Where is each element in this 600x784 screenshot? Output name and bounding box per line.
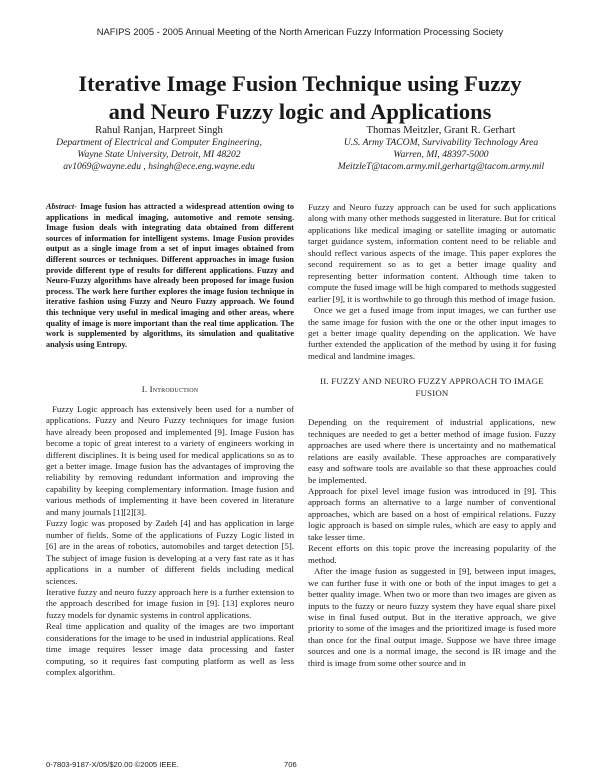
right-paragraph-1: Fuzzy and Neuro fuzzy approach can be used for such applications along with many other methods suggested in literature. But for critical applications like medical imaging or satellite imaging or automatic target guidance system, information content need to be reliable and should reflect various aspects of the image. This paper explores the second requirement so as to get a better image quality and representing better information content. Although time taken to compute the fused image will be high compared to methods suggested earlier [9], it is worthwhile to go through this method of image fusion. <box>308 202 556 304</box>
intro-paragraph-3: Iterative fuzzy and neuro fuzzy approach here is a further extension to the approach described for image fusion in [9]. [13] explores neuro fuzzy models for dynamic systems in control applications. <box>46 587 294 620</box>
right-column <box>308 202 556 669</box>
author-dept-left: Department of Electrical and Computer Engineering, <box>56 137 262 148</box>
section-2-heading <box>308 376 556 399</box>
author-univ-left: Wayne State University, Detroit, MI 48202 <box>77 149 241 160</box>
abstract-label: Abstract- <box>46 202 77 211</box>
section-2-paragraph-3: Recent efforts on this topic prove the increasing popularity of the method. <box>308 543 556 565</box>
author-names-left: Rahul Ranjan, Harpreet Singh <box>95 125 223 136</box>
abstract-text: Image fusion has attracted a widespread attention owing to applications in medical imaging, automotive and remote sensing. Image fusion deals with integrating data obtained from different sources of information for intelligent systems. Image Fusion provides output as a single image from a set of input images obtained from different sources or techniques. Different approaches in image fusion provide different type of results for different applications. Fuzzy and Neuro-Fuzzy algorithms have already been proposed for image fusion process. The work here further explores the image fusion technique in iterative fashion using Fuzzy and Neuro Fuzzy approach. We found this technique very useful in medical imaging and other areas, where quality of image is more important than the real time application. The work is supplemented by algorithms, its simulation and qualitative analysis using Entropy. <box>46 202 294 349</box>
right-paragraph-2: Once we get a fused image from input images, we can further use the same image for fusion with the one or the other input images to get a better image quality depending on the application. We have further extended the application of the method by using it for fusing medical and landmine images. <box>308 305 556 361</box>
paper-title <box>30 70 570 126</box>
intro-paragraph-1: Fuzzy Logic approach has extensively been used for a number of applications. Fuzzy and Neuro Fuzzy techniques for image fusion have already been proposed and implemented [9]. Image Fusion has become a topic of great interest to a variety of engineers working in different disciplines. It is being used for medical applications so as to get a better image. Image fusion has the advantages of improving the reliability by removing redundant information and improving the capability by keeping complementary information. Image fusion and various methods of implementing it have been covered in literature and many journals [1][2][3]. <box>46 403 294 517</box>
footer-isbn: 0-7803-9187-X/05/$20.00 ©2005 IEEE. <box>46 760 179 769</box>
author-addr-right: Warren, MI, 48397-5000 <box>393 149 489 160</box>
section-2-paragraph-1: Depending on the requirement of industrial applications, new techniques are needed to get a better method of image fusion. Fuzzy approaches are used where there is uncertainty and no mathematical relations are easily available. These approaches are comparatively easy and software tools are available so that these approaches could be implemented. <box>308 417 556 485</box>
authors-left <box>44 125 274 173</box>
title-line-1: Iterative Image Fusion Technique using Fuzzy <box>78 71 522 96</box>
introduction-heading: I. Introduction <box>141 384 199 395</box>
abstract <box>46 202 294 350</box>
author-email-left: av1069@wayne.edu , hsingh@ece.eng.wayne.edu <box>63 161 255 172</box>
title-line-2: and Neuro Fuzzy logic and Applications <box>108 99 492 124</box>
conference-header: NAFIPS 2005 - 2005 Annual Meeting of the North American Fuzzy Information Processing Society <box>96 26 504 37</box>
author-email-right: MeitzleT@tacom.army.mil,gerhartg@tacom.army.mil <box>337 161 545 172</box>
section-2-heading-line-1: II. FUZZY AND NEURO FUZZY APPROACH TO IMAGE <box>320 376 544 387</box>
section-2-paragraph-4: After the image fusion as suggested in [9], between input images, we can further fuse it with one or both of the input images to get a better quality image. When two or more than two images are given as inputs to the fuzzy or neuro fuzzy system they have equal share pixel wise in final fused output. But in the iterative approach, we give priority to some of the images and the prioritized image is fused more than once for the final output image. Suppose we have three image sources and one is a normal image, the second is IR image and the third is image from some other source and in <box>308 566 556 668</box>
author-names-right: Thomas Meitzler, Grant R. Gerhart <box>366 125 516 136</box>
intro-paragraph-4: Real time application and quality of the images are two important considerations for the image to be used in industrial applications. Real time image requires lesser image data processing and faster computing, so it requires fast computing platform as well as less complex algorithm. <box>46 621 294 678</box>
intro-paragraph-2: Fuzzy logic was proposed by Zadeh [4] and has application in large number of fields. Some of the applications of Fuzzy Logic listed in [6] are in the areas of robotics, automobiles and target detection [5]. The subject of image fusion is developing at a very fast rate as it has applications in a number of different fields including medical sciences. <box>46 518 294 586</box>
section-2-paragraph-2: Approach for pixel level image fusion was introduced in [9]. This approach forms an alternative to a large number of conventional approaches, which are based on a host of empirical relations. Fuzzy logic approach is based on simple rules, which are easy to apply and take lesser time. <box>308 485 556 542</box>
left-column <box>46 202 294 679</box>
authors-right <box>326 125 556 173</box>
section-2-heading-line-2: FUSION <box>415 387 449 398</box>
author-org-right: U.S. Army TACOM, Survivability Technology Area <box>343 137 539 148</box>
page-number: 706 <box>284 760 297 769</box>
